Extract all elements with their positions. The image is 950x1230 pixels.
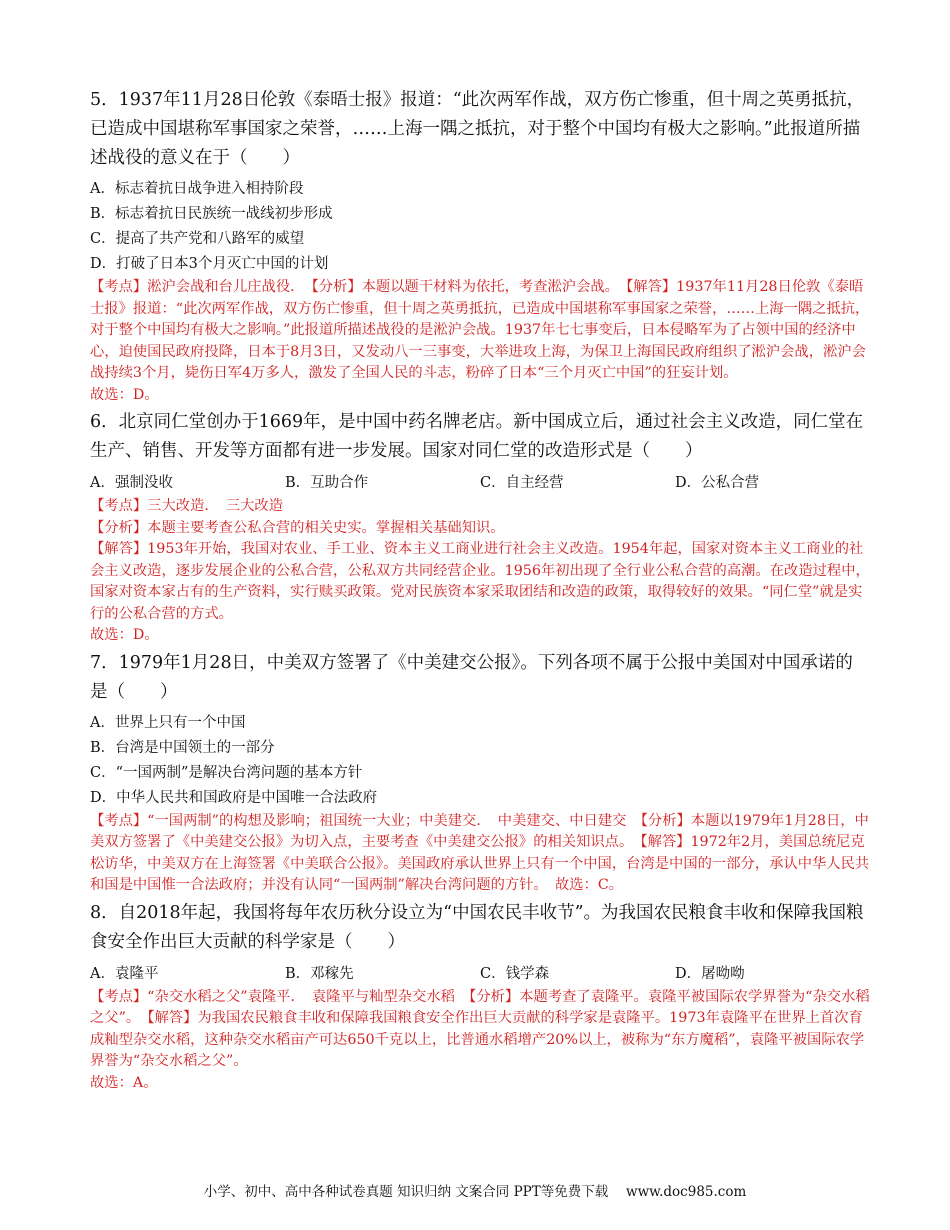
answer-solution: 【解答】1953年开始，我国对农业、手工业、资本主义工商业进行社会主义改造。1954年起，国家对资本主义工商业的社会主义改造，逐步发展企业的公私合营，公私双方共同经营企业。1956年初出现了全行业公私合营的高潮。在改造过程中，国家对资本家占有的生产资料，实行赎买政策。党对民族资本家采取团结和改造的政策，取得较好的效果。“同仁堂”就是实行的公私合营的方式。 xyxy=(90,541,870,622)
answer-analysis: 【考点】淞沪会战和台儿庄战役． 【分析】本题以题干材料为依托，考查淞沪会战。 【解答】1937年11月28日伦敦《泰晤士报》报道：“此次两军作战，双方伤亡惨重，但十周之英勇抵抗，已造成中国堪称军事国家之荣誉，……上海一隅之抵抗，对于整个中国均有极大之影响。”此报道所描述战役的是淞沪会战。1937年七七事变后，日本侵略军为了占领中国的经济中心，迫使国民政府投降，日本于8月3日，又发动八一三事变，大举进攻上海，为保卫上海国民政府组织了淞沪会战，淞沪会战持续3个月，毙伤日军4万多人，激发了全国人民的斗志，粉碎了日本“三个月灭亡中国”的狂妄计划。 xyxy=(90,279,870,381)
question-8 xyxy=(90,899,870,1095)
option-b: B．互助合作 xyxy=(285,475,369,491)
page-footer: 小学、初中、高中各种试卷真题 知识归纳 文案合同 PPT等免费下载 www.doc985.com xyxy=(203,1184,747,1200)
option-c: C．“一国两制”是解决台湾问题的基本方针 xyxy=(90,764,363,781)
final-answer: 故选：A。 xyxy=(90,1074,158,1091)
question-stem: 8．自2018年起，我国将每年农历秋分设立为“中国农民丰收节”。为我国农民粮食丰收和保障我国粮食安全作出巨大贡献的科学家是（ ） xyxy=(90,902,864,952)
option-c: C．钱学森 xyxy=(480,965,550,982)
final-answer: 故选：D。 xyxy=(90,627,159,643)
answer-analysis: 【分析】本题主要考查公私合营的相关史实。掌握相关基础知识。 xyxy=(90,519,505,536)
option-d: D．屠呦呦 xyxy=(675,965,745,982)
answer-analysis: 【考点】“杂交水稻之父”袁隆平． 袁隆平与籼型杂交水稻 【分析】本题考查了袁隆平。袁隆平被国际农学界誉为“杂交水稻之父”。 【解答】为我国农民粮食丰收和保障我国粮食安全作出巨大贡献的科学家是袁隆平。1973年袁隆平在世界上首次育成籼型杂交水稻，这种杂交水稻亩产可达650千克以上，比普通水稻增产20%以上，被称为“东方魔稻”，袁隆平被国际农学界誉为“杂交水稻之父”。 xyxy=(90,988,870,1069)
option-b: B．标志着抗日民族统一战线初步形成 xyxy=(90,206,333,222)
options-row xyxy=(90,470,870,496)
option-c: C．提高了共产党和八路军的威望 xyxy=(90,231,305,247)
option-b: B．邓稼先 xyxy=(285,965,354,982)
questions-list xyxy=(90,86,870,1096)
option-a: A．世界上只有一个中国 xyxy=(90,714,246,731)
question-stem: 6．北京同仁堂创办于1669年，是中国中药名牌老店。新中国成立后，通过社会主义改造，同仁堂在生产、销售、开发等方面都有进一步发展。国家对同仁堂的改造形式是（ ） xyxy=(90,412,864,461)
option-d: D．打破了日本3个月灭亡中国的计划 xyxy=(90,256,329,272)
final-answer: 故选：D。 xyxy=(90,386,159,403)
option-b: B．台湾是中国领土的一部分 xyxy=(90,739,275,756)
option-d: D．中华人民共和国政府是中国唯一合法政府 xyxy=(90,789,378,806)
question-stem: 5．1937年11月28日伦敦《泰晤士报》报道：“此次两军作战，双方伤亡惨重，但十周之英勇抵抗，已造成中国堪称军事国家之荣誉，……上海一隅之抵抗，对于整个中国均有极大之影响。”此报道所描述战役的意义在于（ ） xyxy=(90,90,865,168)
question-7 xyxy=(90,649,870,897)
answer-analysis: 【考点】“一国两制”的构想及影响；祖国统一大业；中美建交． 中美建交、中日建交 【分析】本题以1979年1月28日，中美双方签署了《中美建交公报》为切入点，主要考查《中美建交公报》的相关知识点。 【解答】1972年2月，美国总统尼克松访华，中美双方在上海签署《中美联合公报》。美国政府承认世界上只有一个中国，台湾是中国的一部分，承认中华人民共和国是中国惟一合法政府；并没有认同“一国两制”解决台湾问题的方针。 故选：C。 xyxy=(90,812,870,893)
question-5 xyxy=(90,86,870,406)
options-row xyxy=(90,961,870,987)
question-6 xyxy=(90,408,870,647)
option-c: C．自主经营 xyxy=(480,475,564,491)
option-a: A．袁隆平 xyxy=(90,965,159,982)
option-a: A．强制没收 xyxy=(90,475,173,491)
option-d: D．公私合营 xyxy=(675,475,760,491)
answer-point: 【考点】三大改造． 三大改造 xyxy=(90,498,284,514)
question-stem: 7．1979年1月28日，中美双方签署了《中美建交公报》。下列各项不属于公报中美国对中国承诺的是（ ） xyxy=(90,652,853,702)
option-a: A．标志着抗日战争进入相持阶段 xyxy=(90,181,304,197)
